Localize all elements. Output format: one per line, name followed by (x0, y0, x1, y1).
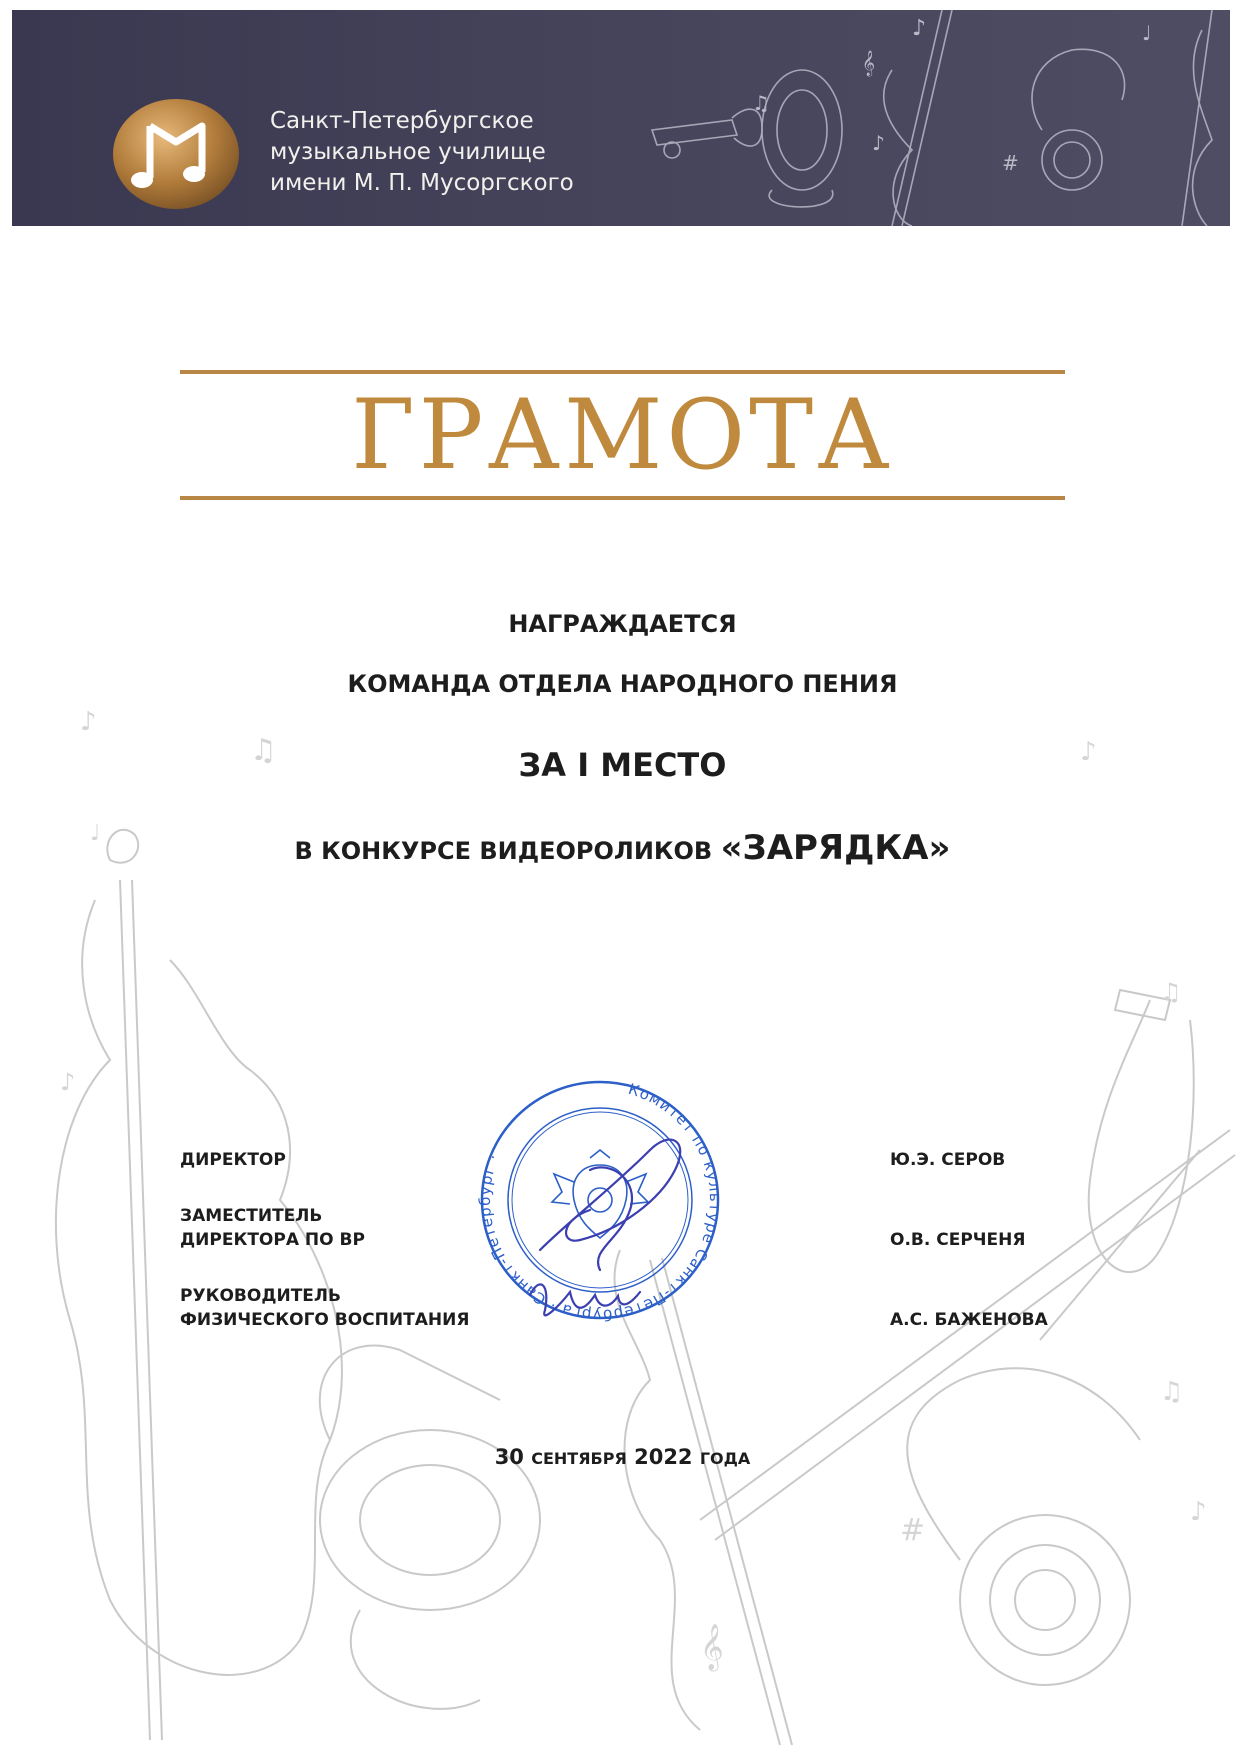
signature-title-line: ФИЗИЧЕСКОГО ВОСПИТАНИЯ (180, 1310, 470, 1330)
svg-text:♫: ♫ (752, 91, 770, 115)
header-banner (12, 10, 1230, 226)
svg-text:#: # (900, 1513, 926, 1548)
certificate-date (180, 1445, 1065, 1469)
signature-name-pe-head: А.С. БАЖЕНОВА (890, 1310, 1048, 1330)
award-recipient: КОМАНДА ОТДЕЛА НАРОДНОГО ПЕНИЯ (347, 670, 898, 698)
certificate-title: ГРАМОТА (351, 379, 894, 491)
signature-name-director: Ю.Э. СЕРОВ (890, 1150, 1006, 1170)
school-name-line: Санкт-Петербургское (270, 108, 534, 134)
svg-text:#: # (1002, 151, 1019, 175)
svg-text:♪: ♪ (912, 16, 927, 41)
svg-text:♪: ♪ (60, 1068, 76, 1096)
signature-title-line: ЗАМЕСТИТЕЛЬ (180, 1206, 323, 1226)
award-contest (180, 828, 1065, 868)
svg-text:♪: ♪ (1190, 1497, 1207, 1527)
svg-text:♫: ♫ (1160, 978, 1182, 1006)
date-month: СЕНТЯБРЯ (531, 1449, 627, 1468)
award-line-awarded: НАГРАЖДАЕТСЯ (508, 610, 737, 638)
svg-text:♩: ♩ (1142, 21, 1152, 45)
title-rule-top (180, 370, 1065, 374)
signature-title-pe-head (180, 1284, 469, 1332)
signature-title-deputy (180, 1204, 365, 1252)
signature-title-line: ДИРЕКТОР (180, 1150, 286, 1170)
signature-title-line: РУКОВОДИТЕЛЬ (180, 1286, 341, 1306)
school-name (270, 106, 574, 199)
award-place: ЗА I МЕСТО (518, 746, 727, 784)
title-rule-bottom (180, 496, 1065, 500)
svg-text:♪: ♪ (80, 707, 97, 737)
signature-name-deputy: О.В. СЕРЧЕНЯ (890, 1230, 1026, 1250)
svg-text:Комитет по культуре Санкт-Пете: Комитет по культуре Санкт-Петербурга · Санкт-Петербург · (475, 1079, 725, 1325)
svg-text:𝄞: 𝄞 (862, 51, 876, 76)
signature-title-director (180, 1148, 286, 1172)
award-contest-prefix: В КОНКУРСЕ ВИДЕОРОЛИКОВ (294, 837, 713, 865)
date-day: 30 (494, 1445, 524, 1469)
date-year: 2022 (634, 1445, 693, 1469)
official-stamp (470, 1070, 730, 1350)
award-contest-name: «ЗАРЯДКА» (720, 828, 951, 868)
svg-text:♫: ♫ (250, 733, 277, 768)
svg-text:♩: ♩ (90, 821, 101, 846)
signature-title-line: ДИРЕКТОРА ПО ВР (180, 1230, 365, 1250)
school-name-line: имени М. П. Мусоргского (270, 170, 574, 196)
date-suffix: ГОДА (699, 1449, 751, 1468)
school-logo (112, 98, 240, 210)
svg-text:𝄞: 𝄞 (700, 1624, 724, 1670)
svg-text:♪: ♪ (872, 131, 885, 155)
svg-text:♫: ♫ (1160, 1377, 1184, 1407)
svg-text:♪: ♪ (1080, 737, 1097, 767)
school-name-line: музыкальное училище (270, 139, 546, 165)
